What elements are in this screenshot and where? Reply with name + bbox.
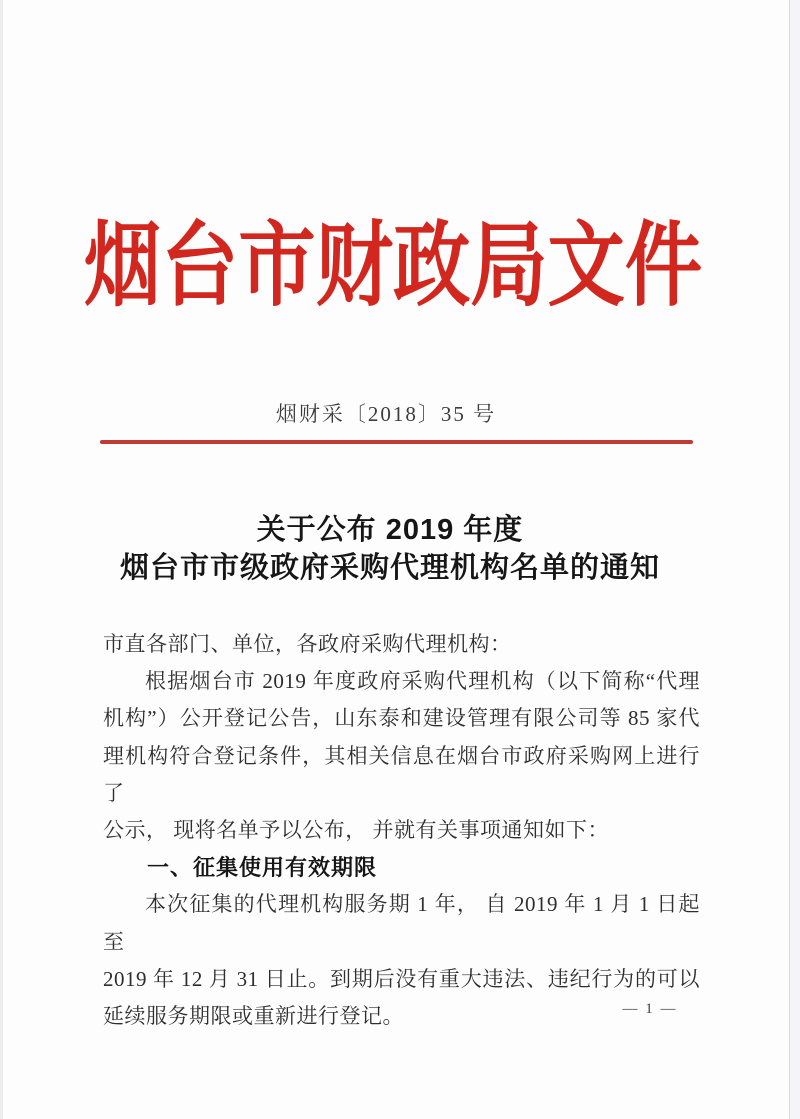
scan-edge-right bbox=[789, 0, 800, 1119]
body-line: 根据烟台市 2019 年度政府采购代理机构（以下简称“代理 bbox=[145, 669, 700, 694]
body-line: 2019 年 12 月 31 日止。到期后没有重大违法、违纪行为的可以 bbox=[103, 966, 700, 991]
document-body bbox=[103, 626, 700, 1035]
body-line: 机构”）公开登记公告，山东泰和建设管理有限公司等 85 家代 bbox=[103, 706, 700, 731]
body-line: 理机构符合登记条件，其相关信息在烟台市政府采购网上进行了 bbox=[103, 743, 700, 805]
body-line: 延续服务期限或重新进行登记。 bbox=[103, 1004, 404, 1029]
section-one-heading: 一、征集使用有效期限 bbox=[147, 855, 378, 881]
body-line: 本次征集的代理机构服务期 1 年， 自 2019 年 1 月 1 日起至 bbox=[103, 892, 700, 954]
salutation-line: 市直各部门、单位，各政府采购代理机构： bbox=[103, 632, 512, 656]
page-number: — 1 — bbox=[622, 1001, 678, 1017]
agency-letterhead-title: 烟台市财政局文件 bbox=[83, 215, 703, 317]
subject-line-2: 烟台市市级政府采购代理机构名单的通知 bbox=[119, 552, 660, 584]
document-subject bbox=[90, 511, 690, 587]
red-divider-line bbox=[100, 440, 693, 444]
subject-line-1: 关于公布 2019 年度 bbox=[256, 514, 524, 546]
body-line: 公示， 现将名单予以公布， 并就有关事项通知如下： bbox=[103, 818, 609, 843]
scan-edge-left bbox=[0, 0, 3, 1119]
document-reference-number: 烟财采〔2018〕35 号 bbox=[275, 402, 497, 426]
